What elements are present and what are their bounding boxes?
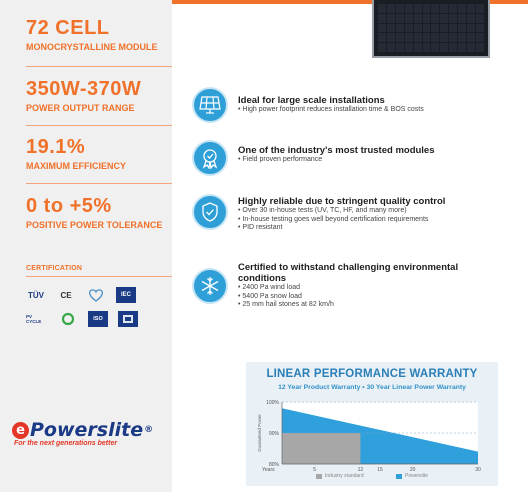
feature-bullet: • 5400 Pa snow load — [238, 292, 302, 300]
feature-bullet: • High power footprint reduces installation time & BOS costs — [238, 106, 424, 113]
panel-cell — [387, 33, 395, 42]
panel-cell — [396, 14, 404, 23]
panel-cell — [423, 14, 431, 23]
panel-cell — [467, 43, 475, 52]
iso-logo: ISO — [88, 311, 108, 327]
brand-e-icon: e — [12, 422, 29, 439]
panel-cell — [414, 33, 422, 42]
panel-cell — [476, 4, 484, 13]
panel-cell — [378, 33, 386, 42]
panel-cell — [387, 4, 395, 13]
panel-cell — [396, 43, 404, 52]
panel-cell — [405, 24, 413, 33]
panel-cell — [396, 4, 404, 13]
legend-label: Industry standard — [325, 473, 364, 479]
ring-cert-icon — [58, 311, 78, 327]
heart-cert-icon — [86, 287, 106, 303]
brand-tagline: For the next generations better — [14, 440, 118, 447]
spec-divider — [26, 66, 172, 67]
panel-cell — [387, 43, 395, 52]
warranty-chart-svg — [246, 362, 498, 486]
panel-cell — [449, 14, 457, 23]
x-tick-label: 15 — [377, 467, 383, 473]
feature-item — [192, 194, 528, 244]
snowflake-icon — [192, 268, 228, 304]
feature-bullet: • Over 30 in-house tests (UV, TC, HF, and many more) — [238, 207, 407, 214]
panel-cell — [378, 43, 386, 52]
feature-bullet: • PID resistant — [238, 224, 283, 232]
panel-cell — [378, 4, 386, 13]
cert-logos-row-1 — [26, 287, 136, 303]
panel-cell — [440, 43, 448, 52]
panel-cell — [431, 24, 439, 33]
panel-cell — [414, 14, 422, 23]
panel-cell — [414, 24, 422, 33]
panel-cell — [423, 24, 431, 33]
panel-cell — [458, 43, 466, 52]
brand-logo — [12, 419, 153, 447]
panel-cell — [405, 33, 413, 42]
x-tick-label: 12 — [357, 467, 364, 473]
panel-cell — [458, 4, 466, 13]
feature-title: Ideal for large scale installations — [238, 95, 385, 106]
y-tick-label: 90% — [268, 431, 279, 437]
x-axis-title: Years — [262, 467, 275, 473]
panel-cell — [414, 43, 422, 52]
spec-power — [26, 78, 172, 113]
legend-swatch — [316, 474, 322, 479]
x-tick-label: 20 — [409, 467, 416, 473]
feature-item — [192, 262, 528, 322]
spec-tolerance — [26, 195, 172, 230]
panel-cell — [476, 24, 484, 33]
pv-cycle-logo: PV CYCLE — [26, 314, 42, 324]
spec-efficiency-label: MAXIMUM EFFICIENCY — [26, 161, 126, 171]
panel-cell — [431, 4, 439, 13]
spec-cells-value: 72 CELL — [26, 17, 110, 39]
legend-powerslite — [396, 473, 428, 479]
brand-name-text: Powerslite — [30, 419, 144, 441]
spec-divider — [26, 125, 172, 126]
cert-divider — [26, 276, 172, 277]
spec-power-value: 350W-370W — [26, 78, 142, 100]
tuv-logo: TÜV — [28, 290, 44, 300]
spec-efficiency — [26, 136, 172, 171]
panel-cell — [405, 14, 413, 23]
spec-cells-label: MONOCRYSTALLINE MODULE — [26, 42, 158, 52]
panel-cell — [431, 14, 439, 23]
feature-bullet: • In-house testing goes well beyond certification requirements — [238, 215, 429, 223]
feature-item — [192, 140, 528, 180]
panel-cell — [431, 43, 439, 52]
feature-bullet: • 25 mm hail stones at 82 km/h — [238, 301, 334, 309]
spec-divider — [26, 183, 172, 184]
panel-cell — [396, 33, 404, 42]
certification-title: CERTIFICATION — [26, 265, 83, 272]
panel-cell — [467, 33, 475, 42]
legend-label: Powerslite — [405, 473, 429, 479]
panel-cell — [440, 33, 448, 42]
panel-cell — [378, 24, 386, 33]
x-tick-label: 5 — [313, 467, 317, 473]
solar-panel-icon — [192, 87, 228, 123]
warranty-title: LINEAR PERFORMANCE WARRANTY — [266, 368, 478, 380]
panel-cell — [440, 4, 448, 13]
feature-bullet: • Field proven performance — [238, 156, 323, 163]
panel-cell — [458, 14, 466, 23]
panel-cell — [405, 4, 413, 13]
warranty-subtitle: 12 Year Product Warranty • 30 Year Linear Power Warranty — [278, 384, 466, 391]
feature-item — [192, 87, 528, 127]
panel-cell — [423, 43, 431, 52]
panel-cell — [467, 14, 475, 23]
feature-text — [238, 145, 528, 165]
iec-logo: IEC — [116, 287, 136, 303]
panel-cell — [449, 4, 457, 13]
feature-title: One of the industry's most trusted modules — [238, 145, 435, 156]
panel-cell — [440, 24, 448, 33]
spec-sidebar — [0, 0, 172, 492]
panel-cell — [449, 33, 457, 42]
spec-tolerance-label: POSITIVE POWER TOLERANCE — [26, 220, 163, 230]
panel-cell — [476, 33, 484, 42]
feature-text — [238, 95, 528, 115]
feature-title: Highly reliable due to stringent quality control — [238, 196, 446, 207]
cert-logos-row-2 — [26, 311, 138, 327]
spec-efficiency-value: 19.1% — [26, 136, 86, 158]
panel-cell — [396, 24, 404, 33]
feature-bullet: • 2400 Pa wind load — [238, 284, 301, 291]
badge-icon — [192, 140, 228, 176]
shield-quality-icon — [192, 194, 228, 230]
spec-cells — [26, 17, 172, 52]
panel-cell — [414, 4, 422, 13]
y-axis-title: Guaranteed Power — [257, 414, 262, 452]
legend-industry — [316, 473, 364, 479]
panel-cell — [458, 24, 466, 33]
spec-tolerance-value: 0 to +5% — [26, 195, 112, 217]
panel-cell — [467, 24, 475, 33]
registered-mark: ® — [144, 425, 154, 435]
panel-cell — [378, 14, 386, 23]
feature-text — [238, 262, 528, 310]
y-tick-label: 80% — [268, 462, 279, 468]
legend-swatch — [396, 474, 402, 479]
panel-cell — [387, 24, 395, 33]
feature-text — [238, 196, 528, 233]
x-tick-label: 30 — [475, 467, 481, 473]
quality-seal-icon — [118, 311, 138, 327]
y-tick-label: 100% — [266, 400, 279, 406]
panel-cell — [476, 43, 484, 52]
ce-logo: CE — [60, 290, 72, 300]
brand-name — [12, 419, 153, 441]
warranty-chart — [246, 362, 498, 486]
panel-cell — [476, 14, 484, 23]
panel-cell — [423, 4, 431, 13]
panel-cell — [449, 43, 457, 52]
feature-title: Certified to withstand challenging environmental conditions — [238, 262, 459, 284]
solar-panel-image — [372, 0, 490, 58]
panel-cell — [431, 33, 439, 42]
panel-cell — [440, 14, 448, 23]
panel-cell — [467, 4, 475, 13]
panel-cell-grid — [378, 4, 484, 52]
panel-cell — [449, 24, 457, 33]
panel-cell — [405, 43, 413, 52]
spec-power-label: POWER OUTPUT RANGE — [26, 103, 135, 113]
panel-cell — [458, 33, 466, 42]
panel-cell — [387, 14, 395, 23]
panel-cell — [423, 33, 431, 42]
